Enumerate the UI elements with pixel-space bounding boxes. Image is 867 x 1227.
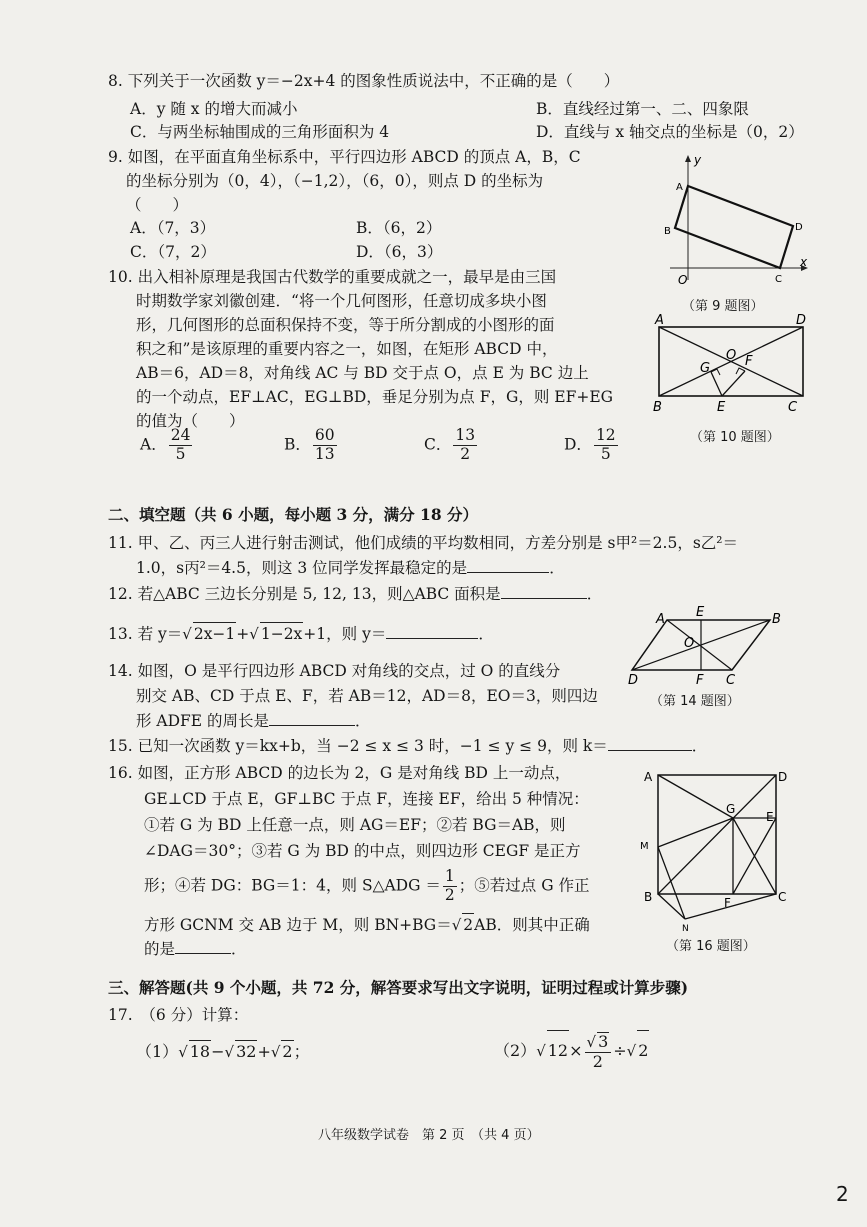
q14-line-2: 别交 AB、CD 于点 E、F，若 AB＝12，AD＝8，EO＝3，则四边 xyxy=(136,687,598,705)
q14-line-3: 形 ADFE 的周长是 ． xyxy=(136,712,371,730)
q15-text: 15. 已知一次函数 y＝kx+b，当 −2 ≤ x ≤ 3 时，−1 ≤ y ≤ 9，则 k＝ xyxy=(108,737,608,755)
q16-line-4: ∠DAG＝30°；③若 G 为 BD 的中点，则四边形 CEGF 是正方 xyxy=(144,842,581,860)
q15-line: 15. 已知一次函数 y＝kx+b，当 −2 ≤ x ≤ 3 时，−1 ≤ y ≤ 9，则 k＝ ． xyxy=(108,737,708,755)
fig16-label-a: A xyxy=(644,770,653,784)
q14-answer-blank[interactable] xyxy=(269,711,355,726)
q8-option-a: A．y 随 x 的增大而减小 xyxy=(130,100,298,118)
fig10-label-e: E xyxy=(717,400,726,415)
q13-pre: 13. 若 y＝ xyxy=(108,625,183,643)
q13-line: 13. 若 y＝√ 2x−1+√ 1−2x+1，则 y＝ ． xyxy=(108,622,494,645)
fig9-label-b: B xyxy=(664,226,671,237)
fig10-label-b: B xyxy=(653,400,662,415)
q10-d-den: 5 xyxy=(600,444,611,463)
q17-p2-op-1: × xyxy=(569,1041,583,1060)
q14-line-1: 14. 如图，O 是平行四边形 ABCD 对角线的交点，过 O 的直线分 xyxy=(108,662,561,680)
q16-radicand: 2 xyxy=(462,913,474,936)
q10-line-2: 时期数学家刘徽创建．“将一个几何图形，任意切成多块小图 xyxy=(136,292,547,310)
q17-part-2: （2）√ 12× $\frac{√ 3}{2}$ ÷√ 2 xyxy=(494,1030,649,1071)
section-3-title: 三、解答题(共 9 个小题，共 72 分，解答要求写出文字说明，证明过程或计算步骤) xyxy=(108,978,689,997)
q16-line-6-b: AB．则其中正确 xyxy=(474,916,590,934)
fig9-label-a: A xyxy=(676,182,683,193)
q9-option-b: B．（6，2） xyxy=(356,219,442,237)
q10-line-1: 10. 出入相补原理是我国古代数学的重要成就之一，最早是由三国 xyxy=(108,268,557,286)
fig10-label-d: D xyxy=(796,313,807,328)
q11-line-1: 11. 甲、乙、丙三人进行射击测试，他们成绩的平均数相同，方差分别是 s甲²＝2.5，s乙²＝ xyxy=(108,534,738,552)
q10-a-den: 5 xyxy=(175,444,186,463)
q17-p1-label: （1） xyxy=(136,1042,179,1061)
fig16-caption: （第 16 题图） xyxy=(666,939,756,954)
q17-p2-frac-den: 2 xyxy=(592,1051,603,1071)
q16-line-6: 方形 GCNM 交 AB 边于 M，则 BN+BG＝√ 2AB．则其中正确 xyxy=(144,913,590,936)
q11-answer-blank[interactable] xyxy=(467,558,549,573)
q13-plus: + xyxy=(236,625,250,643)
fig16-label-c: C xyxy=(778,890,787,904)
q16-line-3: ①若 G 为 BD 上任意一点，则 AG＝EF；②若 BG＝AB，则 xyxy=(144,816,566,834)
q17-p1-radicand-2: 32 xyxy=(236,1042,257,1061)
fig14-label-c: C xyxy=(726,673,736,688)
q16-line-5 xyxy=(144,868,590,905)
figure-9 xyxy=(662,152,812,292)
q16-line-2: GE⊥CD 于点 E，GF⊥BC 于点 F，连接 EF，给出 5 种情况： xyxy=(144,790,589,808)
q10-c-den: 2 xyxy=(460,444,471,463)
figure-16 xyxy=(632,767,792,933)
q17-p1-radicand-3: 2 xyxy=(282,1042,293,1061)
q10-d-num: 12 xyxy=(595,426,616,444)
q9-option-c: C．（7，2） xyxy=(130,243,216,261)
q17-p1-end: ； xyxy=(293,1042,310,1061)
q10-option-b xyxy=(284,427,339,464)
q8-stem: 8. 下列关于一次函数 y＝−2x+4 的图象性质说法中，不正确的是（ ） xyxy=(108,72,620,90)
fig9-label-c: C xyxy=(775,274,782,285)
q12-answer-blank[interactable] xyxy=(501,584,587,599)
fig14-label-e: E xyxy=(696,605,705,620)
fig9-caption: （第 9 题图） xyxy=(682,299,764,314)
q17-p2-op-2: ÷ xyxy=(613,1041,627,1060)
q10-option-a xyxy=(140,427,194,464)
fig9-label-y: y xyxy=(694,153,702,167)
fig14-label-o: O xyxy=(684,636,695,651)
q11-line-2: 1.0，s丙²＝4.5，则这 3 位同学发挥最稳定的是 ． xyxy=(136,559,565,577)
q10-line-7: 的值为（ ） xyxy=(136,412,245,430)
fig16-label-e: E xyxy=(766,810,774,824)
fig14-label-b: B xyxy=(772,612,781,627)
q17-p2-label: （2） xyxy=(494,1041,537,1060)
fig9-label-x: x xyxy=(800,255,808,269)
page-footer: 八年级数学试卷 第 2 页 （共 4 页） xyxy=(318,1128,540,1143)
fig9-label-d: D xyxy=(795,222,803,233)
q13-radicand-1: 2x−1 xyxy=(193,622,236,645)
fig14-label-d: D xyxy=(628,673,639,688)
q17-p1-op-2: + xyxy=(257,1042,271,1061)
q14-line-3-text: 形 ADFE 的周长是 xyxy=(136,712,270,730)
q12-line: 12. 若△ABC 三边长分别是 5, 12, 13，则△ABC 面积是 ． xyxy=(108,585,603,603)
q11-line-2-text: 1.0，s丙²＝4.5，则这 3 位同学发挥最稳定的是 xyxy=(136,559,468,577)
q17-p2-radicand-1: 12 xyxy=(547,1030,569,1071)
q16-line-7: 的是 ． xyxy=(144,940,247,958)
fig10-label-a: A xyxy=(655,313,664,328)
fig14-label-a: A xyxy=(656,612,665,627)
q10-b-num: 60 xyxy=(314,426,335,444)
figure-10 xyxy=(650,310,820,418)
fig10-caption: （第 10 题图） xyxy=(690,430,780,445)
q16-line-1: 16. 如图，正方形 ABCD 的边长为 2，G 是对角线 BD 上一动点， xyxy=(108,764,571,782)
fig16-label-g: G xyxy=(726,802,736,816)
fig14-caption: （第 14 题图） xyxy=(650,694,740,709)
q16-line-7-text: 的是 xyxy=(144,940,176,958)
q10-b-label: B． xyxy=(284,435,311,454)
fig16-label-d: D xyxy=(778,770,788,784)
fig14-label-f: F xyxy=(696,673,704,688)
q17-p2-radicand-2: 2 xyxy=(637,1030,649,1071)
q8-option-b: B．直线经过第一、二、四象限 xyxy=(536,100,749,118)
q10-line-6: 的一个动点，EF⊥AC，EG⊥BD，垂足分别为点 F，G，则 EF+EG xyxy=(136,388,614,406)
q8-option-d: D．直线与 x 轴交点的坐标是（0，2） xyxy=(536,123,804,141)
q13-tail: +1，则 y＝ xyxy=(303,625,387,643)
q9-option-a: A．（7，3） xyxy=(130,219,216,237)
q17-p1-op-1: − xyxy=(211,1042,225,1061)
q9-line-3: （ ） xyxy=(126,196,189,214)
q16-frac-num: 1 xyxy=(444,867,455,885)
q16-line-5-a: 形；④若 DG：BG＝1：4，则 S△ADG ＝ xyxy=(144,876,441,895)
section-2-title: 二、填空题（共 6 小题，每小题 3 分，满分 18 分） xyxy=(108,505,479,524)
q9-option-d: D．（6，3） xyxy=(356,243,443,261)
fig16-label-n: N xyxy=(682,924,689,933)
fig10-label-o: O xyxy=(726,348,737,363)
q13-radicand-2: 1−2x xyxy=(260,622,303,645)
fig16-label-m: M xyxy=(640,841,649,852)
q10-c-label: C． xyxy=(424,435,452,454)
q10-line-5: AB＝6，AD＝8，对角线 AC 与 BD 交于点 O，点 E 为 BC 边上 xyxy=(136,364,589,382)
q8-option-c: C．与两坐标轴围成的三角形面积为 4 xyxy=(130,123,390,141)
q12-text: 12. 若△ABC 三边长分别是 5, 12, 13，则△ABC 面积是 xyxy=(108,585,501,603)
q10-option-d xyxy=(564,427,620,464)
q17-p2-frac-num: 3 xyxy=(598,1032,609,1052)
q13-answer-blank[interactable] xyxy=(386,624,478,639)
q16-answer-blank[interactable] xyxy=(175,939,231,954)
q10-a-num: 24 xyxy=(170,426,191,444)
fig10-label-g: G xyxy=(700,361,711,376)
q10-line-4: 积之和”是该原理的重要内容之一，如图，在矩形 ABCD 中， xyxy=(136,340,558,358)
q10-a-label: A． xyxy=(140,435,167,454)
q16-frac-den: 2 xyxy=(444,885,455,904)
q10-b-den: 13 xyxy=(314,444,335,463)
q10-d-label: D． xyxy=(564,435,592,454)
fig16-label-b: B xyxy=(644,890,653,904)
q16-line-5-b: ；⑤若过点 G 作正 xyxy=(458,876,590,895)
q15-answer-blank[interactable] xyxy=(608,736,692,751)
q10-line-3: 形，几何图形的总面积保持不变，等于所分割成的小图形的面 xyxy=(136,316,555,334)
fig10-label-c: C xyxy=(788,400,798,415)
q9-line-1: 9. 如图，在平面直角坐标系中，平行四边形 ABCD 的顶点 A，B，C xyxy=(108,148,581,166)
fig16-label-f: F xyxy=(724,896,731,910)
figure-14 xyxy=(622,603,792,688)
q16-line-6-a: 方形 GCNM 交 AB 边于 M，则 BN+BG＝ xyxy=(144,916,452,934)
fig10-label-f: F xyxy=(745,354,753,369)
fig9-label-o: O xyxy=(678,273,688,287)
q17-p1-radicand-1: 18 xyxy=(189,1042,211,1061)
q17-part-1: （1）√ 18−√ 32+√ 2； xyxy=(136,1042,310,1061)
q9-line-2: 的坐标分别为（0，4），（−1,2），（6，0），则点 D 的坐标为 xyxy=(126,172,544,190)
q17-head: 17. （6 分）计算： xyxy=(108,1006,249,1024)
page-number-mark: 2 xyxy=(836,1182,849,1206)
q10-c-num: 13 xyxy=(455,426,476,444)
q10-option-c xyxy=(424,427,479,464)
